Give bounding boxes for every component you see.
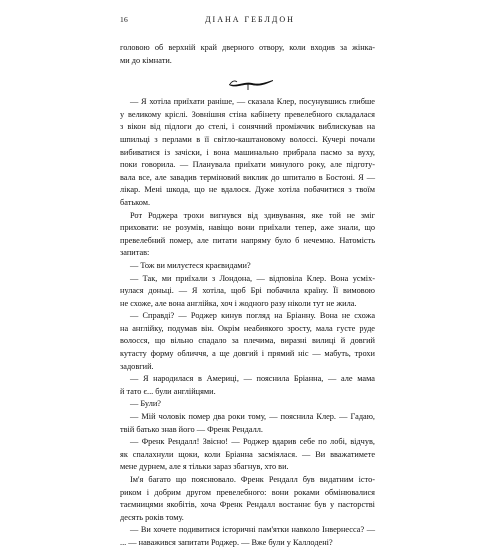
section-break bbox=[120, 76, 375, 96]
text-line: кутасту форму обличчя, а ще довгий і прямий ніс — мабуть, трохи bbox=[120, 349, 375, 359]
text-line: лікар. Мені шкода, що не вдалося. Дуже хотіла побачитися з твоїм bbox=[120, 185, 375, 195]
text-line: приховати: не розумів, навіщо вони приїхали тепер, аже знали, що bbox=[120, 223, 375, 233]
page-header bbox=[0, 15, 500, 29]
text-line: — Я народилася в Америці, — пояснила Бріанна, — але мама bbox=[130, 374, 375, 384]
text-line: риком і добрим другом превелебного: вони роками обмінювалися bbox=[120, 487, 375, 497]
text-line: у великому кріслі. Зовнішня стіна кабінету превелебного складалася bbox=[120, 109, 375, 119]
text-line: вибиватися із зачіски, і вона машинально прибрала пасмо за вуху, bbox=[120, 147, 375, 157]
text-line: — Ви хочете подивитися історичні пам'ятки навколо Інвернесса? — bbox=[130, 525, 375, 535]
text-line: — Так, ми приїхали з Лондона, — відповіла Клер. Вона усміх- bbox=[130, 273, 375, 283]
body-text bbox=[120, 96, 375, 549]
text-line: волосся, що вільно спадало за плечима, виразні вилиці й довгий bbox=[120, 336, 375, 346]
text-line: поки говорила. — Планувала приїхати минулого року, але підготу- bbox=[120, 160, 375, 170]
text-line: десять років тому. bbox=[120, 512, 184, 522]
text-line: — Тож ви милуєтеся краєвидами? bbox=[130, 260, 251, 270]
text-line: батьком. bbox=[120, 197, 151, 207]
text-line: головою об верхній край дверного отвору, коли входив за жінка- bbox=[120, 43, 375, 52]
text-line: не схоже, але вона англійка, хоч і жодного разу ніколи тут не жила. bbox=[120, 298, 357, 308]
text-line: шпильці з перлами в її світло-каштановому волоссі. Кучері почали bbox=[120, 134, 375, 144]
text-line: — Я хотіла приїхати раніше, — сказала Клер, посунувшись глибше bbox=[130, 97, 375, 107]
text-line: твій батько знав його — Френк Рендалл. bbox=[120, 424, 263, 434]
running-head: ДІАНА ГЕБЛДОН bbox=[205, 15, 295, 24]
text-line: запитав: bbox=[120, 248, 150, 258]
opening-paragraph bbox=[120, 42, 375, 67]
text-line: превелебний помер, але питати напряму було б нечемно. Натомість bbox=[120, 235, 375, 245]
text-line: з вікон від підлоги до стелі, і сонячний проміжчик виблискував на bbox=[120, 122, 375, 132]
text-line: ... — наважився запитати Роджер. — Вже були у Каллодені? bbox=[120, 537, 333, 547]
text-line: — Справді? — Роджер кинув погляд на Бріанну. Вона не схожа bbox=[130, 311, 375, 321]
text-line: — Френк Рендалл! Звісно! — Роджер вдарив себе по лобі, відчув, bbox=[130, 437, 375, 447]
page-number: 16 bbox=[120, 15, 129, 24]
text-line: — Мій чоловік помер два роки тому, — пояснила Клер. — Гадаю, bbox=[130, 412, 375, 422]
text-line: Ім'я багато що пояснювало. Френк Рендалл був видатним істо- bbox=[130, 475, 375, 484]
text-line: на англійку, подумав він. Окрім неабиякого зросту, мала густе руде bbox=[120, 323, 375, 333]
text-line: таємницями якобітів, хоча Френк Рендалл востаннє був у пасторстві bbox=[120, 500, 375, 510]
text-line: як спалахнули щоки, коли Бріанна засміялася. — Ви вважатимете bbox=[120, 449, 375, 459]
text-line: — Були? bbox=[130, 399, 161, 409]
text-line: ми до кімнати. bbox=[120, 55, 172, 65]
text-line: вала все, але завадив терміновий виклик до шпиталю в Бостоні. Я — bbox=[120, 172, 375, 182]
text-line: мене дурнем, але я тільки зараз збагнув, хто ви. bbox=[120, 462, 289, 472]
text-line: Рот Роджера трохи вигнувся від здивування, яке той не зміг bbox=[130, 210, 375, 220]
text-line: й тато є... були англійцями. bbox=[120, 386, 216, 396]
text-block bbox=[120, 42, 375, 550]
flourish-ornament-icon bbox=[228, 78, 274, 92]
text-line: нулася доньці. — Я хотіла, щоб Брі побачила країну. Її вимовою bbox=[120, 286, 375, 296]
text-line: задовгий. bbox=[120, 361, 154, 371]
